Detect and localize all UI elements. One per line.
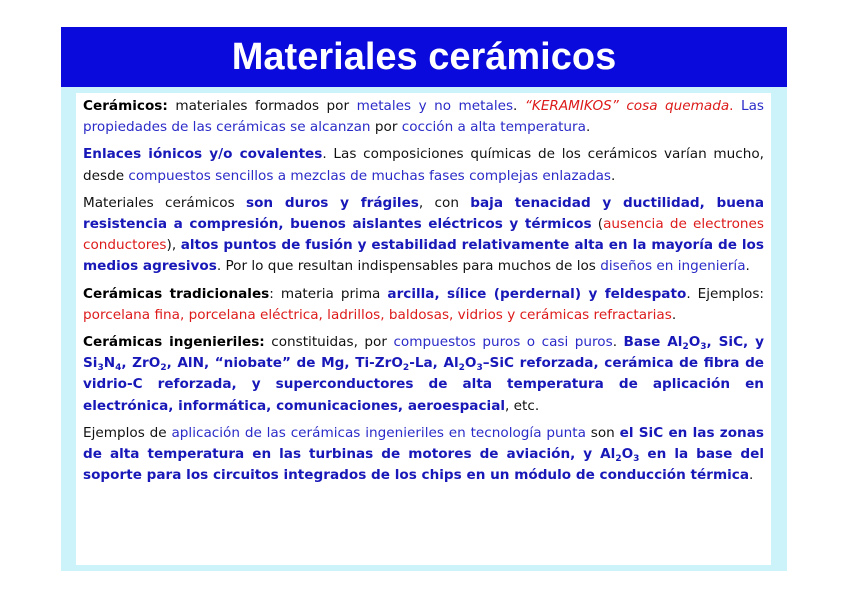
text-run: Base Al — [623, 334, 683, 351]
text-run: son duros y frágiles — [245, 194, 419, 211]
text-run: Materiales cerámicos — [83, 194, 246, 211]
content-panel — [76, 93, 771, 565]
text-run: , ZrO — [121, 355, 161, 372]
subscript-run: 2 — [682, 342, 689, 353]
text-run: aplicación de las cerámicas ingenieriles en tecnología punta — [171, 424, 586, 441]
text-run: materiales formados por — [167, 98, 357, 114]
text-run: en la base del soporte para los circuitos integrados de los chips en un módulo de conducción térmica — [83, 446, 764, 484]
paragraph-list — [83, 93, 764, 486]
text-run: O — [464, 355, 477, 372]
paragraph-ceramicos — [83, 96, 764, 138]
paragraph-enlaces — [83, 144, 764, 186]
text-run: : materia prima — [269, 285, 388, 302]
text-run: , con — [418, 194, 471, 211]
text-run: . — [585, 119, 591, 136]
text-run: baja tenacidad y ductilidad, buena resistencia a compresión, buenos aislantes eléctricos y térmicos — [83, 194, 764, 233]
subscript-run: 3 — [700, 342, 707, 353]
text-run: Cerámicos: — [83, 98, 168, 114]
text-run: O — [621, 446, 634, 463]
page-title: Materiales cerámicos — [231, 35, 617, 78]
subscript-run: 3 — [633, 454, 640, 465]
text-run: . — [612, 334, 624, 351]
subscript-run: 3 — [97, 363, 104, 374]
text-run: . — [611, 167, 616, 184]
text-run: . — [513, 98, 525, 114]
paragraph-tradicionales — [83, 284, 764, 326]
text-run: . — [671, 306, 677, 323]
text-run: “KERAMIKOS” cosa quemada — [524, 98, 730, 114]
title-bar — [61, 27, 787, 87]
text-run: . — [749, 467, 754, 484]
text-run: cocción a alta temperatura — [401, 119, 586, 136]
text-run: N — [103, 355, 116, 372]
subscript-run: 2 — [458, 363, 465, 374]
text-run: , SiC, y Si — [83, 334, 764, 372]
text-run: ), — [166, 237, 181, 254]
text-run: por — [370, 119, 402, 136]
text-run: Cerámicas ingenieriles: — [83, 334, 265, 351]
text-run: metales y no metales — [356, 98, 514, 114]
text-run: compuestos sencillos a mezclas de muchas fases complejas enlazadas — [128, 167, 611, 184]
subscript-run: 2 — [402, 363, 410, 374]
subscript-run: 2 — [160, 363, 167, 374]
text-run: -La, Al — [409, 355, 459, 372]
text-run: –SiC reforzada, cerámica de fibra de vidrio-C reforzada, y superconductores de alta temperatura de aplicación en electrónica, informática, comunicaciones, aeroespacial — [83, 355, 765, 414]
text-run: altos puntos de fusión y estabilidad relativamente alta en la mayoría de los medios agresivos — [83, 237, 764, 275]
text-run: . — [745, 258, 750, 275]
text-run: Enlaces iónicos y/o covalentes — [83, 146, 323, 163]
text-run: arcilla, sílice (perdernal) y feldespato — [387, 285, 687, 302]
text-run: Cerámicas tradicionales — [83, 285, 270, 302]
text-run: , AlN, “niobate” de Mg, Ti-ZrO — [166, 355, 403, 372]
text-run: , etc. — [505, 397, 540, 414]
text-run: . Por lo que resultan indispensables para muchos de los — [216, 258, 601, 275]
subscript-run: 3 — [476, 363, 483, 374]
text-run: . — [729, 98, 741, 114]
text-run: ausencia de electrones conductores — [83, 216, 764, 254]
text-run: ( — [591, 216, 604, 233]
text-run: . Ejemplos: — [686, 285, 764, 302]
paragraph-ingenieriles — [83, 332, 764, 417]
text-run: . Las composiciones químicas de los cerámicos varían mucho, desde — [83, 146, 764, 184]
text-run: diseños en ingeniería — [600, 258, 746, 275]
text-run: O — [688, 334, 701, 351]
text-run: son — [585, 424, 620, 441]
text-run: Las propiedades de las cerámicas se alcanzan — [83, 98, 764, 136]
text-run: porcelana fina, porcelana eléctrica, ladrillos, baldosas, vidrios y cerámicas refractarias — [83, 306, 672, 323]
text-run: el SiC en las zonas de alta temperatura en las turbinas de motores de aviación, y Al — [83, 424, 764, 463]
paragraph-aplicaciones — [83, 423, 764, 487]
subscript-run: 2 — [615, 454, 622, 465]
text-run: constituidas, por — [264, 334, 394, 351]
paragraph-propiedades — [83, 193, 764, 278]
text-run: Ejemplos de — [83, 424, 172, 441]
subscript-run: 4 — [115, 363, 122, 374]
text-run: compuestos puros o casi puros — [393, 334, 613, 351]
